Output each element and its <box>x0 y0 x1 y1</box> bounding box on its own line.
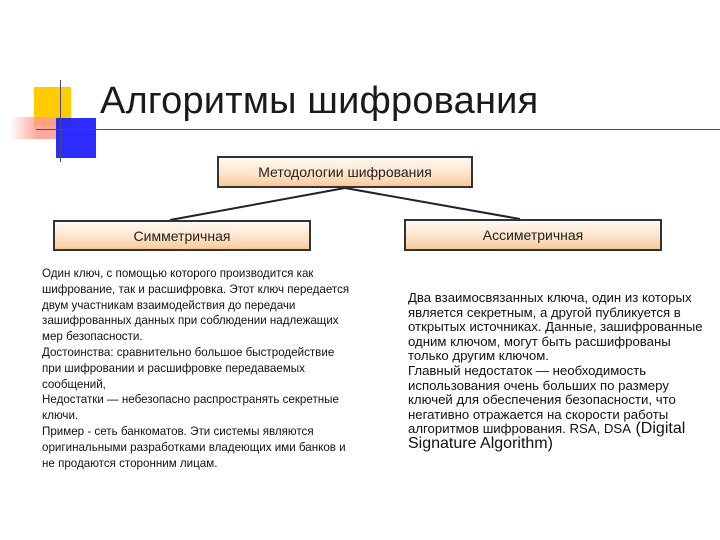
symmetric-disadvantages: Недостатки — небезопасно распространять секретные ключи. <box>42 393 339 423</box>
symmetric-advantages: Достоинства: сравнительно большое быстродействие при шифровании и расшифровке передаваемых сообщений, <box>42 345 335 391</box>
slide-title: Алгоритмы шифрования <box>100 80 539 122</box>
methodology-box: Методологии шифрования <box>217 156 473 188</box>
asymmetric-disadvantage-text: Главный недостаток — необходимость использования очень больших по размеру ключей для обеспечения безопасности, что негативно отражается на скорости работы алгоритмов шифрования. RSA, DSA <box>408 362 676 437</box>
connector-right <box>345 188 520 219</box>
symmetric-example: Пример - сеть банкоматов. Эти системы являются оригинальными разработками владеющих ими банков и не продаются сторонним лицам. <box>42 424 346 470</box>
symmetric-description <box>42 266 354 471</box>
asymmetric-definition: Два взаимосвязанных ключа, один из которых является секретным, а другой публикуется в открытых источниках. Данные, зашифрованные одним ключом, могут быть расшифрованы только другим ключом. <box>408 290 703 364</box>
dsa-expansion: (Digital Signature Algorithm) <box>408 420 686 452</box>
symmetric-definition: Один ключ, с помощью которого производится как шифрование, так и расшифровка. Этот ключ передается двум участникам взаимодействия до передачи зашифрованных данных при соблюдении надлежащих мер безопасности. <box>42 267 350 344</box>
asymmetric-description <box>408 291 712 452</box>
asymmetric-disadvantage <box>408 364 712 452</box>
asymmetric-box: Ассиметричная <box>404 219 662 251</box>
connector-left <box>170 188 345 220</box>
symmetric-box: Симметричная <box>53 220 311 251</box>
